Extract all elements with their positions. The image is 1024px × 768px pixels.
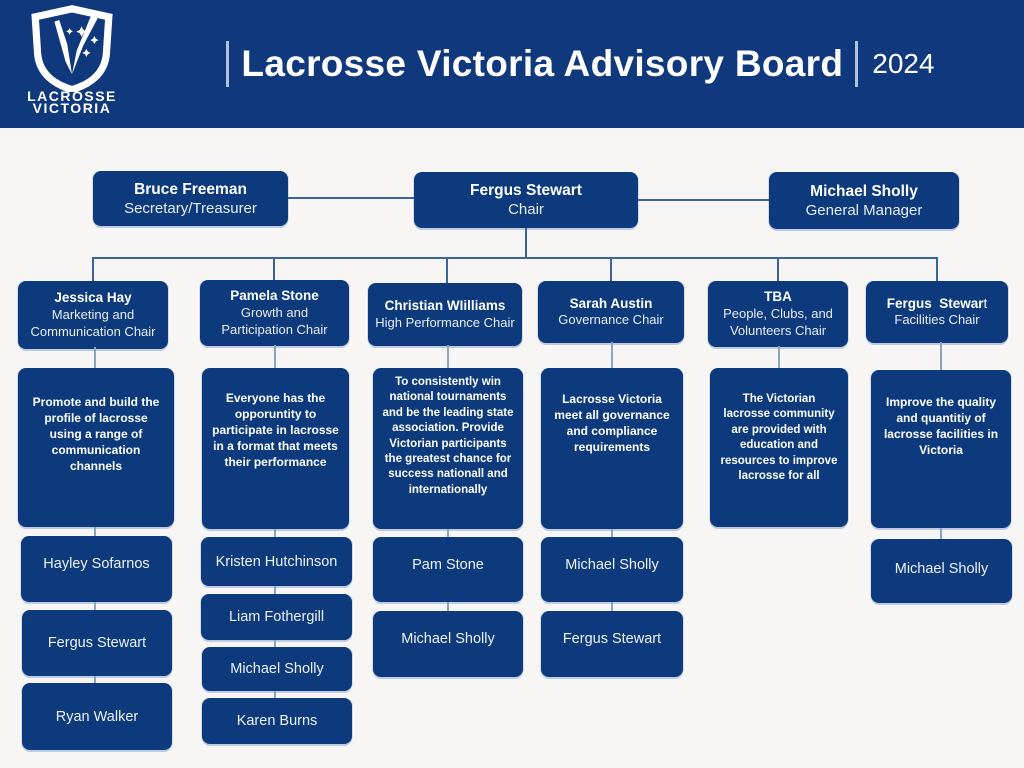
goal-high-performance: To consistently win national tournaments and be the leading state association. Provide Victorian participants the greatest chance for success nationall and internationally bbox=[373, 368, 523, 529]
node-general-manager bbox=[769, 172, 959, 229]
connector-line bbox=[446, 257, 448, 283]
member-node: Michael Sholly bbox=[541, 537, 683, 602]
member-node: Pam Stone bbox=[373, 537, 523, 602]
logo-wordmark-line1: LACROSSE bbox=[27, 88, 117, 104]
connector-line bbox=[274, 586, 276, 594]
person-name: Fergus Stewart bbox=[886, 295, 988, 311]
logo-wordmark-line2: VICTORIA bbox=[32, 100, 112, 117]
page-header bbox=[0, 0, 1024, 128]
person-name: Bruce Freeman bbox=[134, 180, 247, 198]
member-node: Michael Sholly bbox=[202, 647, 352, 691]
goal-marketing: Promote and build the profile of lacrosse using a range of communication channels bbox=[18, 368, 174, 527]
connector-line bbox=[778, 346, 780, 370]
connector-line bbox=[274, 691, 276, 698]
connector-line bbox=[777, 257, 779, 283]
member-node: Liam Fothergill bbox=[201, 594, 352, 640]
person-role: General Manager bbox=[805, 201, 923, 219]
goal-governance: Lacrosse Victoria meet all governance and compliance requirements bbox=[541, 368, 683, 529]
connector-line bbox=[447, 345, 449, 369]
connector-line bbox=[611, 602, 613, 611]
node-secretary-treasurer bbox=[93, 171, 288, 226]
person-role: High Performance Chair bbox=[375, 314, 515, 330]
member-node: Karen Burns bbox=[202, 698, 352, 744]
member-node: Fergus Stewart bbox=[541, 611, 683, 677]
title-separator-right bbox=[855, 41, 858, 87]
member-node: Michael Sholly bbox=[373, 611, 523, 677]
person-role: Facilities Chair bbox=[894, 312, 980, 328]
person-name: Sarah Austin bbox=[569, 295, 653, 311]
connector-line bbox=[638, 199, 769, 201]
connector-line bbox=[447, 602, 449, 611]
member-node: Fergus Stewart bbox=[22, 610, 172, 676]
node-people-clubs-volunteers-chair bbox=[708, 281, 848, 347]
connector-line bbox=[94, 602, 96, 610]
person-role: Marketing and Communication Chair bbox=[30, 307, 156, 339]
member-node: Ryan Walker bbox=[22, 683, 172, 750]
person-role: Growth and Participation Chair bbox=[221, 305, 328, 337]
person-name: TBA bbox=[764, 289, 792, 305]
connector-line bbox=[274, 345, 276, 369]
header-title-group bbox=[135, 0, 1014, 128]
connector-line bbox=[92, 257, 94, 283]
lacrosse-victoria-logo bbox=[16, 4, 128, 126]
connector-line bbox=[92, 257, 938, 259]
goal-facilities: Improve the quality and quantitiy of lacrosse facilities in Victoria bbox=[871, 370, 1011, 528]
member-node: Kristen Hutchinson bbox=[201, 537, 352, 586]
connector-line bbox=[525, 228, 527, 258]
person-name: Christian WIilliams bbox=[384, 298, 506, 314]
node-growth-chair bbox=[200, 280, 349, 346]
connector-line bbox=[94, 347, 96, 369]
node-governance-chair bbox=[538, 281, 684, 343]
member-node: Michael Sholly bbox=[871, 539, 1012, 603]
member-node: Hayley Sofarnos bbox=[21, 536, 172, 602]
person-role: Governance Chair bbox=[558, 312, 664, 328]
connector-line bbox=[611, 342, 613, 369]
connector-line bbox=[936, 257, 938, 283]
connector-line bbox=[94, 676, 96, 683]
person-name: Fergus Stewart bbox=[470, 182, 582, 199]
person-role: Secretary/Treasurer bbox=[124, 199, 257, 217]
title-separator-left bbox=[226, 41, 229, 87]
connector-line bbox=[610, 257, 612, 283]
page-title: Lacrosse Victoria Advisory Board bbox=[241, 43, 844, 84]
node-facilities-chair bbox=[866, 281, 1008, 343]
node-chair bbox=[414, 172, 638, 228]
goal-growth: Everyone has the opporuntity to participate in lacrosse in a format that meets their performance bbox=[202, 368, 349, 529]
connector-line bbox=[274, 640, 276, 647]
person-role: Chair bbox=[508, 201, 544, 218]
person-name: Pamela Stone bbox=[230, 288, 319, 304]
node-high-performance-chair bbox=[368, 283, 522, 346]
year-label: 2024 bbox=[872, 48, 935, 79]
person-role: People, Clubs, and Volunteers Chair bbox=[723, 306, 833, 338]
person-name: Jessica Hay bbox=[54, 290, 132, 306]
person-name: Michael Sholly bbox=[810, 182, 918, 200]
connector-line bbox=[288, 197, 414, 199]
goal-people-clubs-volunteers: The Victorian lacrosse community are provided with education and resources to improve lacrosse for all bbox=[710, 368, 848, 527]
connector-line bbox=[940, 342, 942, 371]
shield-icon bbox=[24, 4, 120, 92]
node-marketing-chair bbox=[18, 281, 168, 349]
